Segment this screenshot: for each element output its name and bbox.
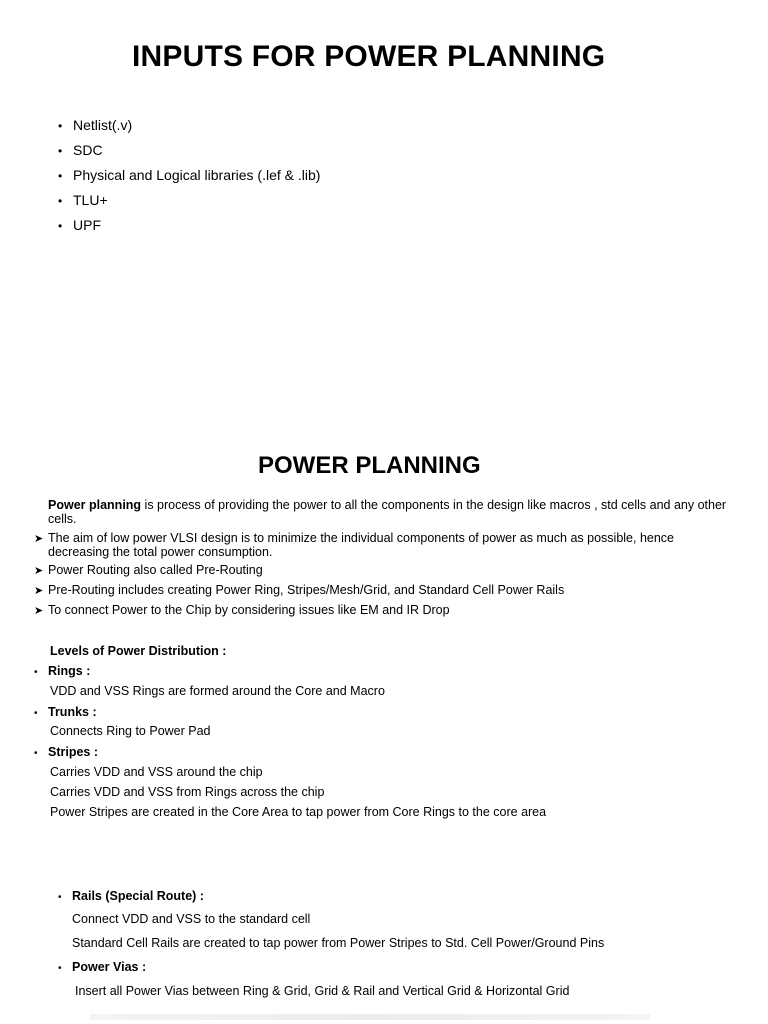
bullet-icon: • bbox=[58, 144, 63, 158]
levels-heading: Levels of Power Distribution : bbox=[50, 644, 227, 658]
bullet-icon: • bbox=[58, 963, 62, 974]
arrow-bullet-icon: ➤ bbox=[34, 565, 44, 577]
list-item: • Netlist(.v) bbox=[58, 115, 320, 140]
rings-item: • Rings : bbox=[34, 664, 91, 678]
bullet-icon: • bbox=[34, 748, 38, 759]
bullet-icon: • bbox=[34, 667, 38, 678]
rails-desc-1: Connect VDD and VSS to the standard cell bbox=[72, 912, 311, 926]
rings-desc: VDD and VSS Rings are formed around the Core and Macro bbox=[50, 684, 385, 698]
arrow-item: ➤ To connect Power to the Chip by considering issues like EM and IR Drop bbox=[34, 603, 450, 617]
stripes-item: • Stripes : bbox=[34, 745, 99, 759]
bullet-icon: • bbox=[58, 219, 63, 233]
arrow-item: ➤ The aim of low power VLSI design is to minimize the individual components of power as much as possible, hence decreasing the total power consumption. bbox=[34, 531, 675, 559]
inputs-list bbox=[58, 115, 320, 240]
arrow-item: ➤ Power Routing also called Pre-Routing bbox=[34, 563, 263, 577]
page-title-power-planning: POWER PLANNING bbox=[258, 452, 481, 479]
trunks-item: • Trunks : bbox=[34, 705, 97, 719]
rails-item: • Rails (Special Route) : bbox=[58, 889, 204, 903]
rails-desc-2: Standard Cell Rails are created to tap power from Power Stripes to Std. Cell Power/Ground Pins bbox=[72, 936, 605, 950]
bullet-icon: • bbox=[34, 708, 38, 719]
stripes-desc-3: Power Stripes are created in the Core Area to tap power from Core Rings to the core area bbox=[50, 805, 547, 819]
list-item: • TLU+ bbox=[58, 190, 320, 215]
vias-desc: Insert all Power Vias between Ring & Grid, Grid & Rail and Vertical Grid & Horizontal Grid bbox=[75, 984, 570, 998]
arrow-bullet-icon: ➤ bbox=[34, 585, 44, 597]
list-item: • Physical and Logical libraries (.lef & .lib) bbox=[58, 165, 320, 190]
bullet-icon: • bbox=[58, 169, 63, 183]
page-title-inputs: INPUTS FOR POWER PLANNING bbox=[132, 40, 606, 73]
trunks-desc: Connects Ring to Power Pad bbox=[50, 724, 211, 738]
stripes-desc-2: Carries VDD and VSS from Rings across the chip bbox=[50, 785, 325, 799]
intro-text: is process of providing the power to all the components in the design like macros , std cells and any other cells. bbox=[48, 498, 727, 526]
arrow-item: ➤ Pre-Routing includes creating Power Ring, Stripes/Mesh/Grid, and Standard Cell Power Rails bbox=[34, 583, 565, 597]
list-item: • SDC bbox=[58, 140, 320, 165]
bullet-icon: • bbox=[58, 892, 62, 903]
arrow-bullet-icon: ➤ bbox=[34, 605, 44, 617]
arrow-bullet-icon: ➤ bbox=[34, 533, 44, 545]
vias-item: • Power Vias : bbox=[58, 960, 147, 974]
bullet-icon: • bbox=[58, 119, 63, 133]
stripes-desc-1: Carries VDD and VSS around the chip bbox=[50, 765, 263, 779]
intro-bold: Power planning bbox=[48, 498, 142, 512]
faint-divider bbox=[90, 1014, 650, 1020]
list-item: • UPF bbox=[58, 215, 320, 240]
bullet-icon: • bbox=[58, 194, 63, 208]
intro-paragraph bbox=[48, 498, 748, 526]
